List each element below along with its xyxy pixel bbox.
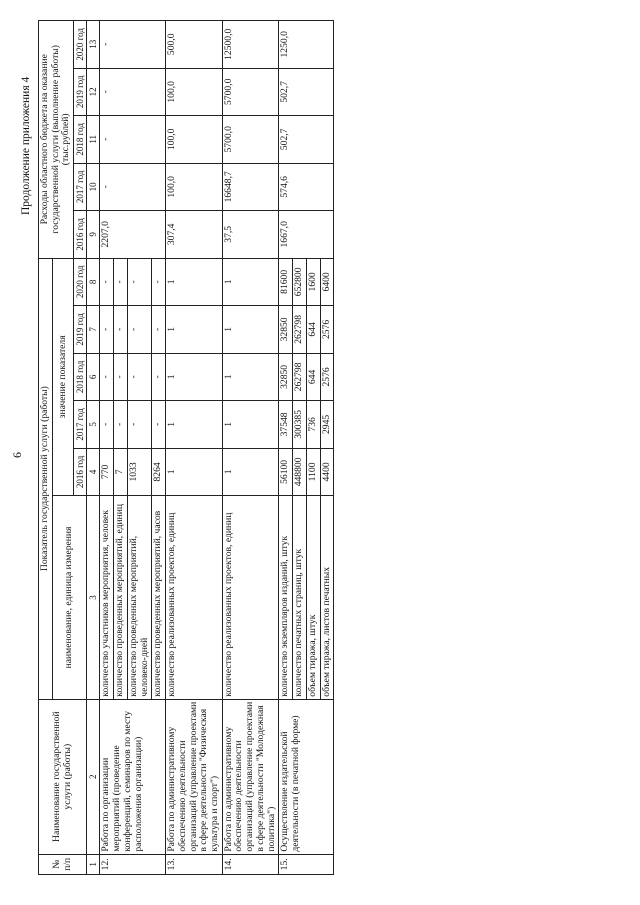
service-name: Осуществление издательской деятельности (в печатной форме) [279,699,334,854]
year-header-ex: 2018 год [74,116,87,164]
year-header-ex: 2019 год [74,68,87,116]
column-number: 13 [87,21,100,69]
indicator-name: количество экземпляров изданий, штук [279,496,293,700]
indicator-value: 1 [166,353,223,401]
expense-value: 100,0 [166,68,223,116]
indicator-value: 32850 [279,353,293,401]
expense-value: 12500,0 [222,21,279,69]
indicator-value: - [114,258,128,306]
indicator-value: - [127,401,151,449]
row-number: 13. [166,854,223,874]
expense-value: 16648,7 [222,163,279,211]
indicator-value: 1 [166,448,223,496]
year-header-ex: 2016 год [74,211,87,259]
row-number: 15. [279,854,334,874]
indicator-value: - [114,401,128,449]
indicator-value: 7 [114,448,128,496]
column-number: 1 [87,854,100,874]
column-number: 12 [87,68,100,116]
table-body [100,21,334,875]
indicator-value: - [127,353,151,401]
indicator-value: 2576 [320,353,334,401]
indicator-value: 1600 [306,258,320,306]
page-number: 6 [10,452,24,458]
indicator-value: 262798 [293,353,307,401]
indicator-name: количество реализованных проектов, единиц [166,496,223,700]
column-number: 8 [87,258,100,306]
expense-value: - [100,116,166,164]
table-row [100,21,114,875]
indicator-value: - [114,306,128,354]
column-number: 5 [87,401,100,449]
table-row [222,21,279,875]
indicator-value: - [100,353,114,401]
table-row [279,21,293,875]
indicator-value: 37548 [279,401,293,449]
table-row [166,21,223,875]
indicator-value: 736 [306,401,320,449]
column-number: 7 [87,306,100,354]
year-header-ex: 2017 год [74,163,87,211]
indicator-name: количество участников мероприятия, человек [100,496,114,700]
indicator-value: - [152,306,166,354]
expense-value: - [100,163,166,211]
indicator-value: 1 [166,306,223,354]
service-name: Работа по административному обеспечению деятельности организаций (управление проектами в сфере деятельности "Молодежная политика") [222,699,279,854]
expense-value: 37,5 [222,211,279,259]
year-header-iv: 2016 год [74,448,87,496]
expense-value: 502,7 [279,116,334,164]
expense-value: 1667,0 [279,211,334,259]
indicator-value: 1 [222,401,279,449]
header-num: № п/п [39,854,87,874]
indicator-value: 1033 [127,448,151,496]
indicator-name: количество проведенных мероприятий, единиц [114,496,128,700]
expense-value: 574,6 [279,163,334,211]
expense-value: 100,0 [166,163,223,211]
expense-value: 1250,0 [279,21,334,69]
indicator-value: - [100,401,114,449]
header-expenses: Расходы областного бюджета на оказание государственной услуги (выполнение работы) (тыс.рублей) [39,21,74,259]
indicator-value: 644 [306,306,320,354]
indicator-value: 1100 [306,448,320,496]
column-number: 10 [87,163,100,211]
indicator-value: 448800 [293,448,307,496]
indicator-value: 8264 [152,448,166,496]
indicator-name: количество проведенных мероприятий, человеко-дней [127,496,151,700]
year-header-ex: 2020 год [74,21,87,69]
indicator-value: - [152,258,166,306]
header-service-name: Наименование государственной услуги (работы) [39,699,87,854]
indicator-value: 32850 [279,306,293,354]
indicator-value: 6400 [320,258,334,306]
expense-value: - [100,21,166,69]
indicator-value: 1 [222,353,279,401]
column-number: 3 [87,496,100,700]
expense-value: 2207,0 [100,211,166,259]
indicator-value: 770 [100,448,114,496]
indicator-value: - [100,258,114,306]
row-number: 12. [100,854,166,874]
indicator-name: объем тиража, листов печатных [320,496,334,700]
indicator-value: 1 [222,448,279,496]
indicator-value: 4400 [320,448,334,496]
indicator-value: 2945 [320,401,334,449]
year-header-iv: 2019 год [74,306,87,354]
column-number: 2 [87,699,100,854]
column-number: 9 [87,211,100,259]
service-name: Работа по организации мероприятий (проведение конференций, семинаров по месту расположения организации) [100,699,166,854]
indicator-value: - [114,353,128,401]
header-indicator-values: значение показателя [52,258,73,496]
expense-value: 307,4 [166,211,223,259]
indicator-value: 652800 [293,258,307,306]
expense-value: - [100,68,166,116]
indicator-name: объем тиража, штук [306,496,320,700]
expense-value: 500,0 [166,21,223,69]
indicator-name: количество реализованных проектов, единиц [222,496,279,700]
column-number-row [87,21,100,875]
indicator-value: - [127,258,151,306]
column-number: 4 [87,448,100,496]
indicator-name: количество проведенных мероприятий, часов [152,496,166,700]
continuation-title: Продолжение приложения 4 [20,76,32,215]
indicator-value: - [127,306,151,354]
indicator-name: количество печатных страниц, штук [293,496,307,700]
row-number: 14. [222,854,279,874]
indicator-value: 1 [166,258,223,306]
service-name: Работа по административному обеспечению деятельности организаций (управление проектами в сфере деятельности "Физическая культура и спорт") [166,699,223,854]
expense-value: 100,0 [166,116,223,164]
year-header-iv: 2018 год [74,353,87,401]
indicator-value: 2576 [320,306,334,354]
expense-value: 502,7 [279,68,334,116]
indicator-value: 1 [166,401,223,449]
indicator-value: - [100,306,114,354]
indicator-value: 644 [306,353,320,401]
expense-value: 5700,0 [222,68,279,116]
column-number: 11 [87,116,100,164]
indicator-value: 1 [222,258,279,306]
expense-value: 5700,0 [222,116,279,164]
header-indicator: Показатель государственной услуги (работы) [39,258,53,699]
indicator-value: 262798 [293,306,307,354]
header-indicator-name: наименование, единица измерения [52,496,87,700]
indicator-value: 1 [222,306,279,354]
indicator-value: - [152,353,166,401]
expenses-table [38,20,334,875]
indicator-value: 300385 [293,401,307,449]
column-number: 6 [87,353,100,401]
indicator-value: 81600 [279,258,293,306]
year-header-iv: 2020 год [74,258,87,306]
indicator-value: 56100 [279,448,293,496]
indicator-value: - [152,401,166,449]
year-header-iv: 2017 год [74,401,87,449]
